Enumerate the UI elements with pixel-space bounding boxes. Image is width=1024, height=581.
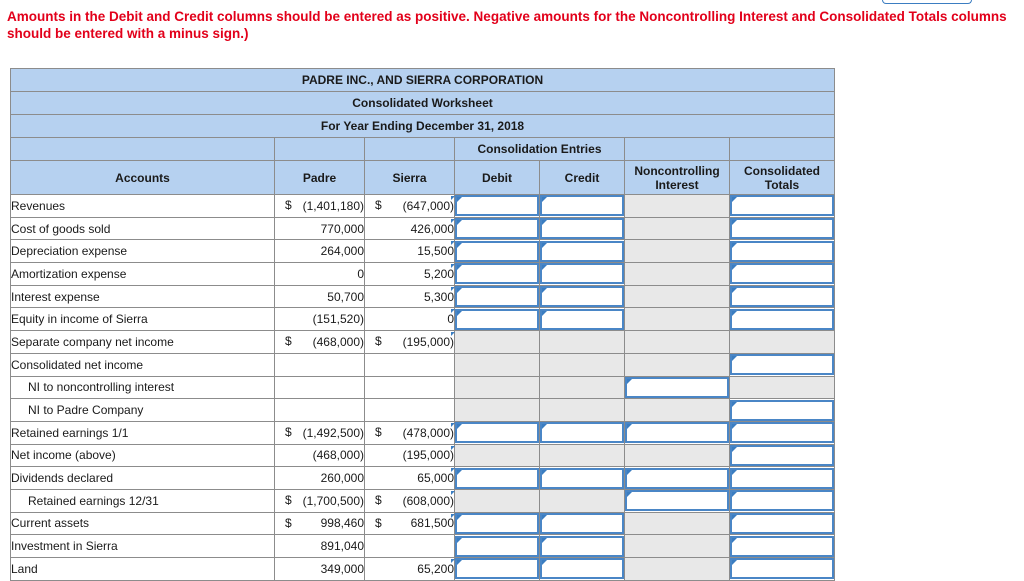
total-cell-disabled	[730, 331, 835, 354]
total-input[interactable]	[730, 195, 834, 216]
total-cell	[730, 489, 835, 512]
total-cell	[730, 195, 835, 218]
credit-cell	[540, 535, 625, 558]
table-row	[11, 558, 835, 581]
totals-column-header: Consolidated Totals	[730, 161, 835, 195]
credit-cell	[540, 467, 625, 490]
total-cell	[730, 285, 835, 308]
sierra-amount	[365, 399, 455, 422]
sierra-amount	[365, 240, 455, 263]
padre-amount	[275, 217, 365, 240]
total-input[interactable]	[730, 263, 834, 284]
padre-amount	[275, 467, 365, 490]
debit-cell	[455, 512, 540, 535]
debit-input[interactable]	[455, 513, 539, 534]
consolidation-entries-header: Consolidation Entries	[455, 138, 625, 161]
credit-input[interactable]	[540, 468, 624, 489]
padre-amount	[275, 353, 365, 376]
nci-cell-disabled	[625, 217, 730, 240]
credit-cell-disabled	[540, 331, 625, 354]
credit-input[interactable]	[540, 513, 624, 534]
nci-cell-disabled	[625, 285, 730, 308]
total-cell	[730, 512, 835, 535]
credit-cell-disabled	[540, 444, 625, 467]
padre-value: (468,000)	[312, 334, 364, 349]
credit-cell	[540, 217, 625, 240]
nci-column-header: Noncontrolling Interest	[625, 161, 730, 195]
padre-value: (151,520)	[312, 312, 364, 327]
sierra-amount	[365, 489, 455, 512]
currency-symbol: $	[285, 198, 292, 212]
credit-input[interactable]	[540, 195, 624, 216]
credit-input[interactable]	[540, 241, 624, 262]
debit-cell-disabled	[455, 331, 540, 354]
currency-symbol: $	[285, 492, 292, 507]
sierra-amount	[365, 535, 455, 558]
sierra-amount	[365, 217, 455, 240]
debit-cell-disabled	[455, 489, 540, 512]
debit-cell	[455, 308, 540, 331]
debit-cell	[455, 217, 540, 240]
worksheet-title: Consolidated Worksheet	[11, 92, 835, 115]
debit-cell-disabled	[455, 399, 540, 422]
company-name: PADRE INC., AND SIERRA CORPORATION	[11, 69, 835, 92]
table-row	[11, 489, 835, 512]
blank-header	[365, 138, 455, 161]
padre-amount	[275, 331, 365, 354]
padre-amount	[275, 512, 365, 535]
sierra-value: 15,500	[417, 244, 454, 259]
table-row	[11, 467, 835, 490]
padre-amount	[275, 399, 365, 422]
total-input[interactable]	[730, 218, 834, 239]
worksheet-period: For Year Ending December 31, 2018	[11, 115, 835, 138]
nci-cell	[625, 376, 730, 399]
account-label: Cost of goods sold	[11, 217, 275, 240]
debit-input[interactable]	[455, 263, 539, 284]
total-input[interactable]	[730, 513, 834, 534]
nci-input[interactable]	[625, 422, 729, 443]
sierra-value: (608,000)	[402, 493, 454, 508]
debit-column-header: Debit	[455, 161, 540, 195]
nci-cell-disabled	[625, 195, 730, 218]
total-input[interactable]	[730, 286, 834, 307]
nci-cell-disabled	[625, 240, 730, 263]
debit-cell-disabled	[455, 444, 540, 467]
nci-cell-disabled	[625, 308, 730, 331]
currency-symbol: $	[375, 424, 382, 439]
credit-input[interactable]	[540, 286, 624, 307]
blank-header	[730, 138, 835, 161]
total-input[interactable]	[730, 400, 834, 421]
padre-amount	[275, 489, 365, 512]
total-cell	[730, 444, 835, 467]
sierra-amount	[365, 558, 455, 581]
padre-amount	[275, 263, 365, 286]
blank-header	[275, 138, 365, 161]
currency-symbol: $	[375, 515, 382, 530]
table-row	[11, 535, 835, 558]
nci-cell-disabled	[625, 353, 730, 376]
sierra-value: 65,200	[417, 561, 454, 576]
nci-cell-disabled	[625, 263, 730, 286]
account-label: Interest expense	[11, 285, 275, 308]
debit-input[interactable]	[455, 536, 539, 557]
total-cell	[730, 399, 835, 422]
sierra-value: 426,000	[410, 221, 454, 236]
total-input[interactable]	[730, 309, 834, 330]
sierra-amount	[365, 263, 455, 286]
sierra-value: 5,300	[423, 289, 454, 304]
total-cell	[730, 535, 835, 558]
table-row	[11, 285, 835, 308]
padre-value: (468,000)	[312, 448, 364, 463]
padre-amount	[275, 376, 365, 399]
table-row	[11, 444, 835, 467]
debit-input[interactable]	[455, 218, 539, 239]
credit-cell-disabled	[540, 376, 625, 399]
currency-symbol: $	[375, 334, 382, 349]
sierra-amount	[365, 467, 455, 490]
nci-cell-disabled	[625, 558, 730, 581]
debit-cell	[455, 467, 540, 490]
consolidated-worksheet	[10, 68, 835, 581]
credit-input[interactable]	[540, 218, 624, 239]
account-label: Separate company net income	[11, 331, 275, 354]
account-label: Investment in Sierra	[11, 535, 275, 558]
padre-value: 891,040	[320, 539, 364, 554]
sierra-value: (647,000)	[402, 198, 454, 213]
padre-value: 0	[357, 266, 364, 281]
padre-value: 264,000	[320, 244, 364, 259]
currency-symbol: $	[375, 198, 382, 212]
table-row	[11, 240, 835, 263]
account-label: Retained earnings 1/1	[11, 421, 275, 444]
table-row	[11, 376, 835, 399]
sierra-value: 0	[447, 312, 454, 327]
nci-cell	[625, 421, 730, 444]
padre-value: 50,700	[327, 289, 364, 304]
credit-input[interactable]	[540, 309, 624, 330]
nci-cell-disabled	[625, 331, 730, 354]
padre-amount	[275, 285, 365, 308]
debit-cell	[455, 263, 540, 286]
table-row	[11, 263, 835, 286]
table-row	[11, 353, 835, 376]
debit-cell	[455, 285, 540, 308]
sierra-amount	[365, 308, 455, 331]
total-cell	[730, 217, 835, 240]
accounts-column-header: Accounts	[11, 161, 275, 195]
account-label: Dividends declared	[11, 467, 275, 490]
credit-cell	[540, 195, 625, 218]
table-row	[11, 421, 835, 444]
sierra-amount	[365, 195, 455, 218]
total-input[interactable]	[730, 445, 834, 466]
total-input[interactable]	[730, 490, 834, 511]
sierra-amount	[365, 512, 455, 535]
account-label: Current assets	[11, 512, 275, 535]
account-label: Revenues	[11, 195, 275, 218]
debit-cell-disabled	[455, 376, 540, 399]
account-label: Amortization expense	[11, 263, 275, 286]
total-input[interactable]	[730, 241, 834, 262]
nci-cell-disabled	[625, 535, 730, 558]
sierra-amount	[365, 285, 455, 308]
sierra-amount	[365, 444, 455, 467]
debit-input[interactable]	[455, 422, 539, 443]
total-cell-disabled	[730, 376, 835, 399]
debit-input[interactable]	[455, 468, 539, 489]
debit-input[interactable]	[455, 241, 539, 262]
nci-cell	[625, 489, 730, 512]
padre-amount	[275, 558, 365, 581]
padre-amount	[275, 195, 365, 218]
currency-symbol: $	[285, 424, 292, 439]
sierra-value: 5,200	[423, 266, 454, 281]
table-row	[11, 399, 835, 422]
currency-symbol: $	[375, 492, 382, 507]
sierra-column-header: Sierra	[365, 161, 455, 195]
debit-cell	[455, 195, 540, 218]
padre-amount	[275, 240, 365, 263]
debit-input[interactable]	[455, 309, 539, 330]
nci-cell	[625, 467, 730, 490]
padre-value: 260,000	[320, 471, 364, 486]
debit-cell-disabled	[455, 353, 540, 376]
nci-cell-disabled	[625, 399, 730, 422]
top-tab	[882, 0, 972, 4]
debit-cell	[455, 421, 540, 444]
account-label: NI to noncontrolling interest	[11, 376, 275, 399]
credit-cell-disabled	[540, 489, 625, 512]
total-input[interactable]	[730, 536, 834, 557]
credit-input[interactable]	[540, 422, 624, 443]
total-input[interactable]	[730, 558, 834, 579]
total-cell	[730, 240, 835, 263]
table-row	[11, 512, 835, 535]
sierra-value: 65,000	[417, 471, 454, 486]
currency-symbol: $	[285, 334, 292, 349]
instructions-text: Amounts in the Debit and Credit columns should be entered as positive. Negative amounts for the Noncontrolling Interest and Consolidated Totals columns should be entered with a minus sign.)	[7, 9, 1007, 41]
padre-value: (1,401,180)	[302, 198, 364, 213]
padre-value: (1,492,500)	[302, 425, 364, 440]
debit-input[interactable]	[455, 195, 539, 216]
total-cell	[730, 467, 835, 490]
blank-header	[625, 138, 730, 161]
account-label: Depreciation expense	[11, 240, 275, 263]
sierra-value: (195,000)	[402, 334, 454, 349]
credit-cell	[540, 240, 625, 263]
sierra-amount	[365, 331, 455, 354]
credit-input[interactable]	[540, 263, 624, 284]
table-row	[11, 217, 835, 240]
total-input[interactable]	[730, 468, 834, 489]
sierra-value: (195,000)	[402, 448, 454, 463]
account-label: Consolidated net income	[11, 353, 275, 376]
nci-input[interactable]	[625, 468, 729, 489]
total-input[interactable]	[730, 354, 834, 375]
total-cell	[730, 421, 835, 444]
nci-cell-disabled	[625, 512, 730, 535]
padre-amount	[275, 535, 365, 558]
padre-value: (1,700,500)	[302, 493, 364, 508]
account-label: Retained earnings 12/31	[11, 489, 275, 512]
account-label: NI to Padre Company	[11, 399, 275, 422]
credit-cell-disabled	[540, 399, 625, 422]
debit-input[interactable]	[455, 286, 539, 307]
credit-cell-disabled	[540, 353, 625, 376]
credit-cell	[540, 308, 625, 331]
total-cell	[730, 353, 835, 376]
credit-column-header: Credit	[540, 161, 625, 195]
total-cell	[730, 308, 835, 331]
debit-input[interactable]	[455, 558, 539, 579]
total-input[interactable]	[730, 422, 834, 443]
nci-input[interactable]	[625, 377, 729, 398]
sierra-amount	[365, 353, 455, 376]
padre-amount	[275, 308, 365, 331]
table-row	[11, 308, 835, 331]
blank-header	[11, 138, 275, 161]
total-cell	[730, 263, 835, 286]
credit-cell	[540, 285, 625, 308]
padre-value: 998,460	[320, 516, 364, 531]
padre-value: 349,000	[320, 561, 364, 576]
table-row	[11, 331, 835, 354]
sierra-value: 681,500	[410, 516, 454, 531]
credit-input[interactable]	[540, 558, 624, 579]
nci-cell-disabled	[625, 444, 730, 467]
currency-symbol: $	[285, 515, 292, 530]
padre-amount	[275, 421, 365, 444]
table-row	[11, 195, 835, 218]
credit-cell	[540, 512, 625, 535]
account-label: Land	[11, 558, 275, 581]
nci-input[interactable]	[625, 490, 729, 511]
padre-amount	[275, 444, 365, 467]
credit-input[interactable]	[540, 536, 624, 557]
sierra-amount	[365, 421, 455, 444]
debit-cell	[455, 558, 540, 581]
debit-cell	[455, 240, 540, 263]
total-cell	[730, 558, 835, 581]
debit-cell	[455, 535, 540, 558]
padre-value: 770,000	[320, 221, 364, 236]
credit-cell	[540, 558, 625, 581]
sierra-value: (478,000)	[402, 425, 454, 440]
padre-column-header: Padre	[275, 161, 365, 195]
account-label: Equity in income of Sierra	[11, 308, 275, 331]
credit-cell	[540, 263, 625, 286]
credit-cell	[540, 421, 625, 444]
sierra-amount	[365, 376, 455, 399]
account-label: Net income (above)	[11, 444, 275, 467]
